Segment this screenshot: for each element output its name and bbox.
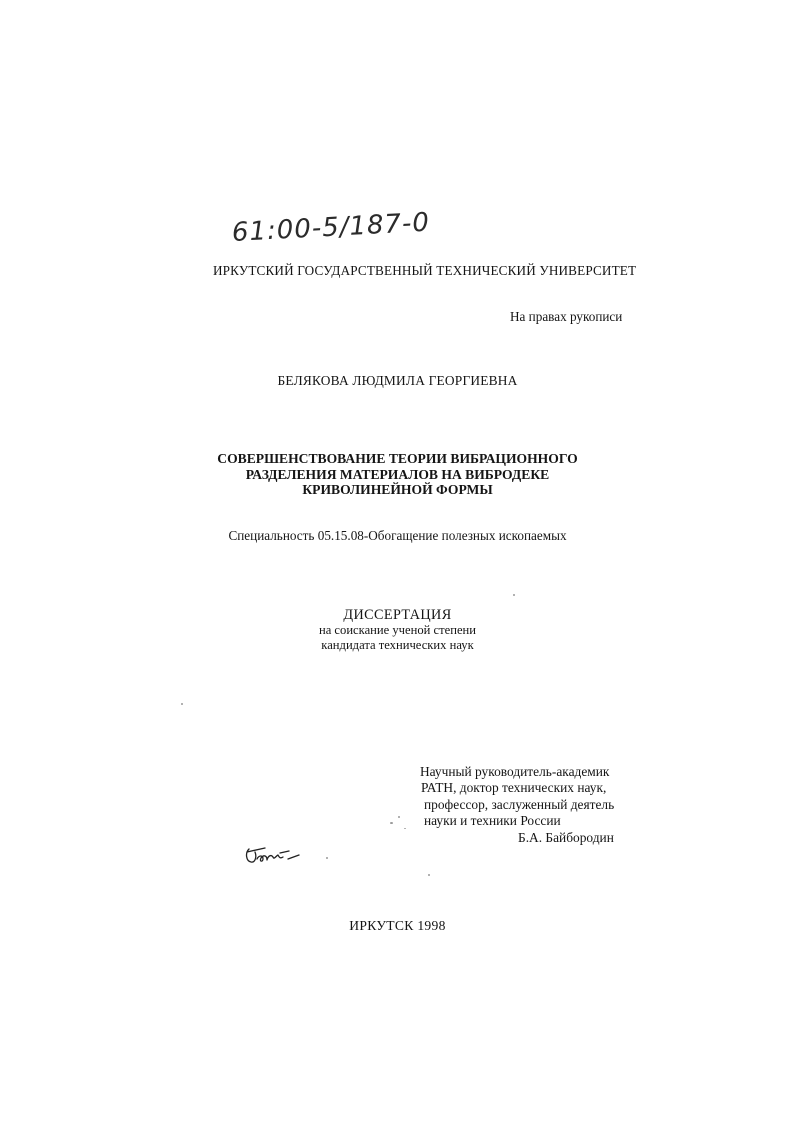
author-name: БЕЛЯКОВА ЛЮДМИЛА ГЕОРГИЕВНА bbox=[277, 373, 518, 388]
scan-speck bbox=[398, 816, 400, 818]
scan-speck bbox=[404, 828, 406, 829]
university-name: ИРКУТСКИЙ ГОСУДАРСТВЕННЫЙ ТЕХНИЧЕСКИЙ УНИВЕРСИТЕТ bbox=[213, 263, 637, 278]
catalog-number-handwritten: 61:00-5/187-0 bbox=[231, 207, 431, 248]
specialty-line: Специальность 05.15.08-Обогащение полезных ископаемых bbox=[228, 528, 567, 543]
degree-description bbox=[0, 623, 795, 652]
city-year: ИРКУТСК 1998 bbox=[349, 918, 446, 933]
title-line: КРИВОЛИНЕЙНОЙ ФОРМЫ bbox=[302, 482, 493, 497]
degree-line: кандидата технических наук bbox=[321, 637, 474, 652]
supervisor-line: профессор, заслуженный деятель bbox=[424, 796, 615, 812]
dissertation-title bbox=[0, 451, 795, 498]
supervisor-name: Б.А. Байбородин bbox=[518, 829, 614, 845]
supervisor-line: РАТН, доктор технических наук, bbox=[421, 780, 607, 796]
scan-speck bbox=[390, 822, 393, 824]
title-line: РАЗДЕЛЕНИЯ МАТЕРИАЛОВ НА ВИБРОДЕКЕ bbox=[245, 466, 550, 482]
handwritten-signature bbox=[243, 843, 323, 869]
scan-speck bbox=[181, 703, 183, 705]
rights-note: На правах рукописи bbox=[510, 309, 623, 324]
supervisor-block bbox=[420, 764, 650, 846]
supervisor-line: Научный руководитель-академик bbox=[420, 764, 610, 779]
scan-speck bbox=[428, 874, 430, 876]
dissertation-heading: ДИССЕРТАЦИЯ bbox=[343, 607, 452, 623]
supervisor-line: науки и техники России bbox=[424, 813, 561, 829]
title-line: СОВЕРШЕНСТВОВАНИЕ ТЕОРИИ ВИБРАЦИОННОГО bbox=[217, 451, 578, 466]
scan-speck bbox=[326, 857, 328, 859]
degree-line: на соискание ученой степени bbox=[318, 623, 477, 637]
scan-speck bbox=[513, 594, 515, 596]
